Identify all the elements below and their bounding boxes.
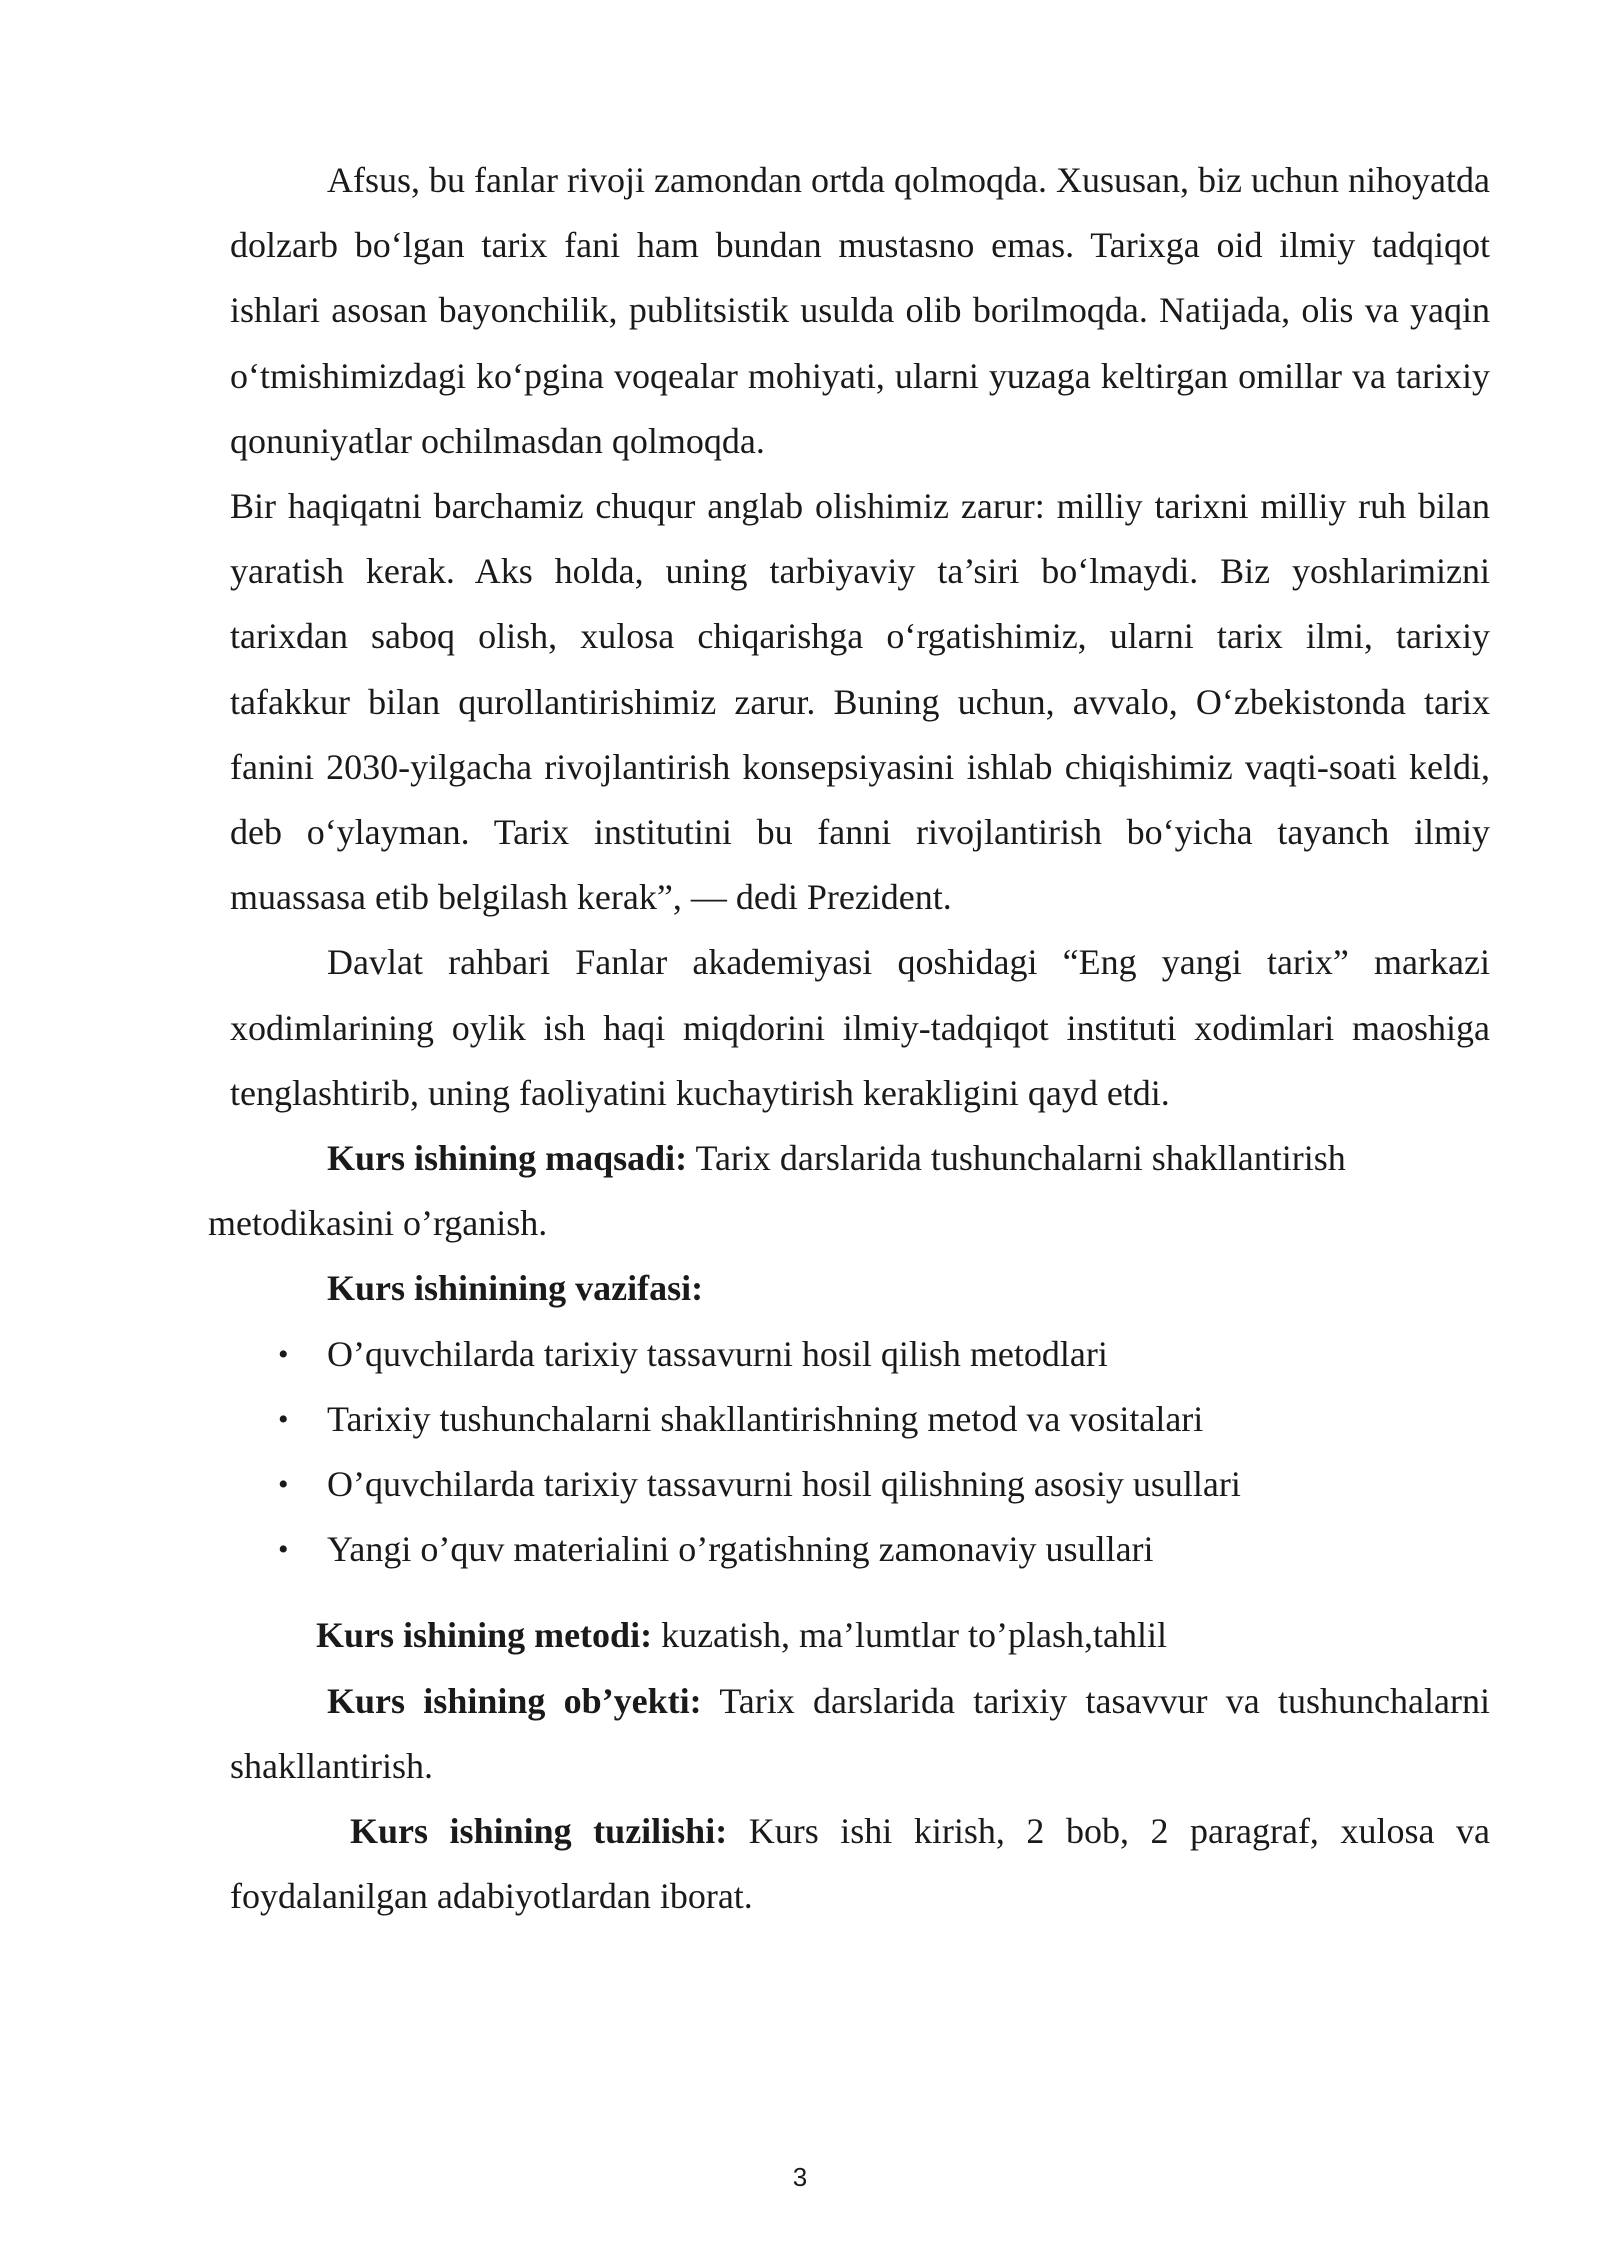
paragraph-2: Bir haqiqatni barchamiz chuqur anglab olishimiz zarur: milliy tarixni milliy ruh bilan yaratish kerak. Aks holda, uning tarbiyaviy ta’siri bo‘lmaydi. Biz yoshlarimizni tarixdan saboq olish, xulosa chiqarishga o‘rgatishimiz, ularni tarix ilmi, tarixiy tafakkur bilan qurollantirishimiz zarur. Buning uchun, avvalo, O‘zbekistonda tarix fanini 2030-yilgacha rivojlantirish konsepsiyasini ishlab chiqishimiz vaqti-soati keldi, deb o‘ylayman. Tarix institutini bu fanni rivojlantirish bo‘yicha tayanch ilmiy muassasa etib belgilash kerak”, — dedi Prezident. — [230, 486, 1490, 918]
list-item-text: O’quvchilarda tarixiy tassavurni hosil qilishning asosiy usullari — [327, 1464, 1241, 1505]
list-item — [230, 1387, 1490, 1452]
paragraph-1: Afsus, bu fanlar rivoji zamondan ortda qolmoqda. Xususan, biz uchun nihoyatda dolzarb bo‘lgan tarix fani ham bundan mustasno emas. Tarixga oid ilmiy tadqiqot ishlari asosan bayonchilik, publitsistik usulda olib borilmoqda. Natijada, olis va yaqin o‘tmishimizdagi ko‘pgina voqealar mohiyati, ularni yuzaga keltirgan omillar va tarixiy qonuniyatlar ochilmasdan qolmoqda. — [230, 160, 1490, 461]
purpose-continuation: metodikasini o’rganish. — [208, 1203, 548, 1244]
purpose-line — [230, 1126, 1490, 1191]
bullet-icon: • — [278, 1468, 289, 1502]
object-paragraph — [230, 1669, 1490, 1799]
page-body — [208, 148, 1490, 1929]
structure-label: Kurs ishining tuzilishi: — [350, 1811, 728, 1852]
bullet-icon: • — [278, 1402, 289, 1436]
list-item-text: O’quvchilarda tarixiy tassavurni hosil qilish metodlari — [327, 1333, 1108, 1374]
method-label: Kurs ishining metodi: — [316, 1615, 653, 1656]
tasks-heading — [230, 1256, 1490, 1321]
method-line — [230, 1603, 1490, 1668]
object-text: Tarix darslarida tarixiy tasavvur va tushunchalarni shakllantirish. — [230, 1680, 1490, 1786]
list-item — [230, 1452, 1490, 1517]
list-item — [230, 1517, 1490, 1582]
paragraph-3: Davlat rahbari Fanlar akademiyasi qoshidagi “Eng yangi tarix” markazi xodimlarining oylik ish haqi miqdorini ilmiy-tadqiqot instituti xodimlari maoshiga tenglashtirib, uning faoliyatini kuchaytirish kerakligini qayd etdi. — [230, 942, 1490, 1113]
structure-paragraph — [230, 1799, 1490, 1929]
method-text: kuzatish, ma’lumtlar to’plash,tahlil — [652, 1615, 1167, 1656]
structure-text: Kurs ishi kirish, 2 bob, 2 paragraf, xulosa va foydalanilgan adabiyotlardan iborat. — [230, 1811, 1490, 1917]
bullet-icon: • — [278, 1533, 289, 1567]
purpose-text: Tarix darslarida tushunchalarni shakllantirish — [687, 1138, 1346, 1179]
purpose-label: Kurs ishining maqsadi: — [327, 1138, 688, 1179]
list-item — [230, 1322, 1490, 1387]
list-item-text: Tarixiy tushunchalarni shakllantirishning metod va vositalari — [327, 1398, 1204, 1439]
page-number: 3 — [792, 2162, 808, 2192]
list-item-text: Yangi o’quv materialini o’rgatishning zamonaviy usullari — [327, 1529, 1154, 1570]
tasks-label: Kurs ishinining vazifasi: — [327, 1268, 704, 1309]
object-label: Kurs ishining ob’yekti: — [327, 1680, 702, 1721]
bullet-icon: • — [278, 1337, 289, 1371]
tasks-list — [230, 1322, 1490, 1583]
